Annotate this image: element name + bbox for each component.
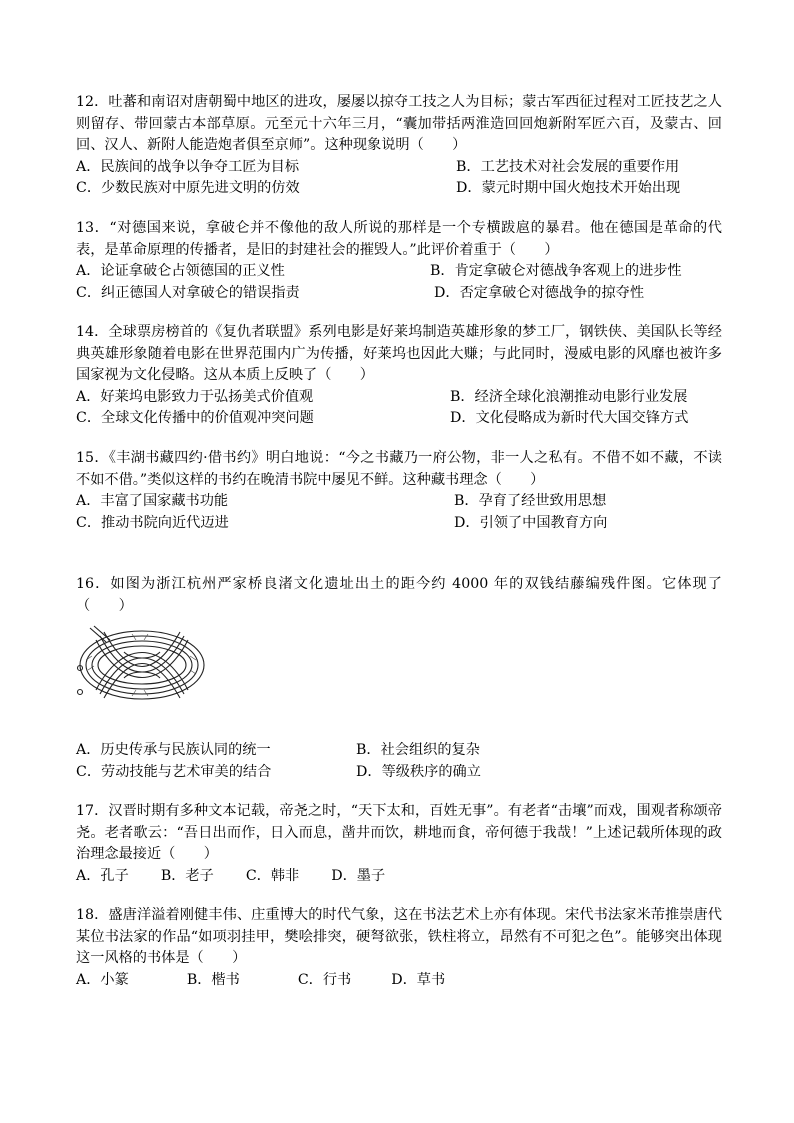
option-c: C．纠正德国人对拿破仑的错误指责 — [76, 284, 300, 301]
question-stem: 14．全球票房榜首的《复仇者联盟》系列电影是好莱坞制造英雄形象的梦工厂，钢铁侠、美国队长等经典英雄形象随着电影在世界范围内广为传播，好莱坞也因此大赚；与此同时，漫威电影的风靡也被许多国家视为文化侵略。这从本质上反映了（ ） — [76, 324, 722, 383]
option-b: B．楷书 — [186, 971, 240, 988]
question-16-options — [76, 740, 722, 783]
option-b: B．工艺技术对社会发展的重要作用 — [456, 158, 680, 175]
option-d: D．文化侵略成为新时代大国交锋方式 — [450, 410, 689, 426]
option-a: A．小篆 — [76, 971, 129, 988]
question-stem: 17．汉晋时期有多种文本记载，帝尧之时，“天下太和，百姓无事”。有老者“击壤”而戏，围观者称颂帝尧。老者歌云：“吾日出而作，日入而息，凿井而饮，耕地而食，帝何德于我哉！”上述记载所体现的政治理念最接近（ ） — [76, 803, 722, 862]
question-18 — [76, 905, 722, 991]
question-16 — [76, 574, 722, 617]
question-stem: 15．《丰湖书藏四约·借书约》明白地说：“今之书藏乃一府公物，非一人之私有。不借不如不藏，不读不如不借。”类似这样的书约在晚清书院中屡见不鲜。这种藏书理念（ ） — [76, 450, 722, 488]
question-options — [76, 740, 722, 783]
option-d: D．等级秩序的确立 — [356, 763, 481, 780]
question-stem: 18．盛唐洋溢着刚健丰伟、庄重博大的时代气象，这在书法艺术上亦有体现。宋代书法家米芾推崇唐代某位书法家的作品“如项羽挂甲，樊哙排突，硬弩欲张，铁柱将立，昂然有不可犯之色”。能够突出体现这一风格的书体是（ ） — [76, 907, 722, 966]
option-c: C．少数民族对中原先进文明的仿效 — [76, 180, 300, 196]
option-a: A．民族间的战争以争夺工匠为目标 — [76, 158, 300, 175]
option-b: B．孕育了经世致用思想 — [454, 493, 607, 509]
question-options — [76, 491, 722, 534]
option-c: C．推动书院向近代迈进 — [76, 514, 229, 531]
option-c: C．行书 — [297, 971, 352, 988]
question-options — [76, 157, 722, 200]
question-stem: 12．吐蕃和南诏对唐朝蜀中地区的进攻，屡屡以掠夺工技之人为目标；蒙古军西征过程对工匠技艺之人则留存、带回蒙古本部草原。元至元十六年三月，“囊加带括两淮造回回炮新附军匠六百，及蒙古、回回、汉人、新附人能造炮者俱至京师”。这种现象说明（ ） — [76, 94, 722, 153]
question-17 — [76, 801, 722, 887]
option-d: D．草书 — [391, 971, 446, 988]
question-options — [76, 970, 722, 992]
option-d: D．蒙元时期中国火炮技术开始出现 — [456, 180, 681, 196]
question-14 — [76, 322, 722, 430]
question-15 — [76, 448, 722, 534]
option-c: C．全球文化传播中的价值观冲突问题 — [76, 410, 314, 426]
question-13 — [76, 218, 722, 304]
option-a: A．丰富了国家藏书功能 — [76, 493, 229, 509]
option-b: B．肯定拿破仑对德战争客观上的进步性 — [430, 263, 682, 279]
option-a: A．孔子 — [76, 867, 129, 884]
option-d: D．引领了中国教育方向 — [454, 514, 608, 531]
rattan-knot-figure — [72, 620, 212, 712]
option-b: B．老子 — [160, 867, 214, 884]
question-options — [76, 387, 722, 430]
question-stem: 16．如图为浙江杭州严家桥良渚文化遗址出土的距今约 4000 年的双钱结藤编残件图。它体现了（ ） — [76, 576, 722, 614]
option-b: B．经济全球化浪潮推动电影行业发展 — [450, 388, 688, 405]
option-d: D．否定拿破仑对德战争的掠夺性 — [434, 284, 645, 301]
option-d: D．墨子 — [331, 867, 386, 884]
option-c: C．劳动技能与艺术审美的结合 — [76, 763, 272, 780]
option-a: A．好莱坞电影致力于弘扬美式价值观 — [76, 388, 314, 405]
option-b: B．社会组织的复杂 — [356, 742, 480, 758]
option-a: A．论证拿破仑占领德国的正义性 — [76, 263, 285, 279]
option-c: C．韩非 — [245, 867, 300, 884]
question-stem: 13．“对德国来说，拿破仑并不像他的敌人所说的那样是一个专横跋扈的暴君。他在德国是革命的代表，是革命原理的传播者，是旧的封建社会的摧毁人。”此评价着重于（ ） — [76, 220, 722, 258]
option-a: A．历史传承与民族认同的统一 — [76, 742, 271, 758]
question-options — [76, 261, 722, 304]
question-options — [76, 866, 722, 888]
question-12 — [76, 92, 722, 200]
